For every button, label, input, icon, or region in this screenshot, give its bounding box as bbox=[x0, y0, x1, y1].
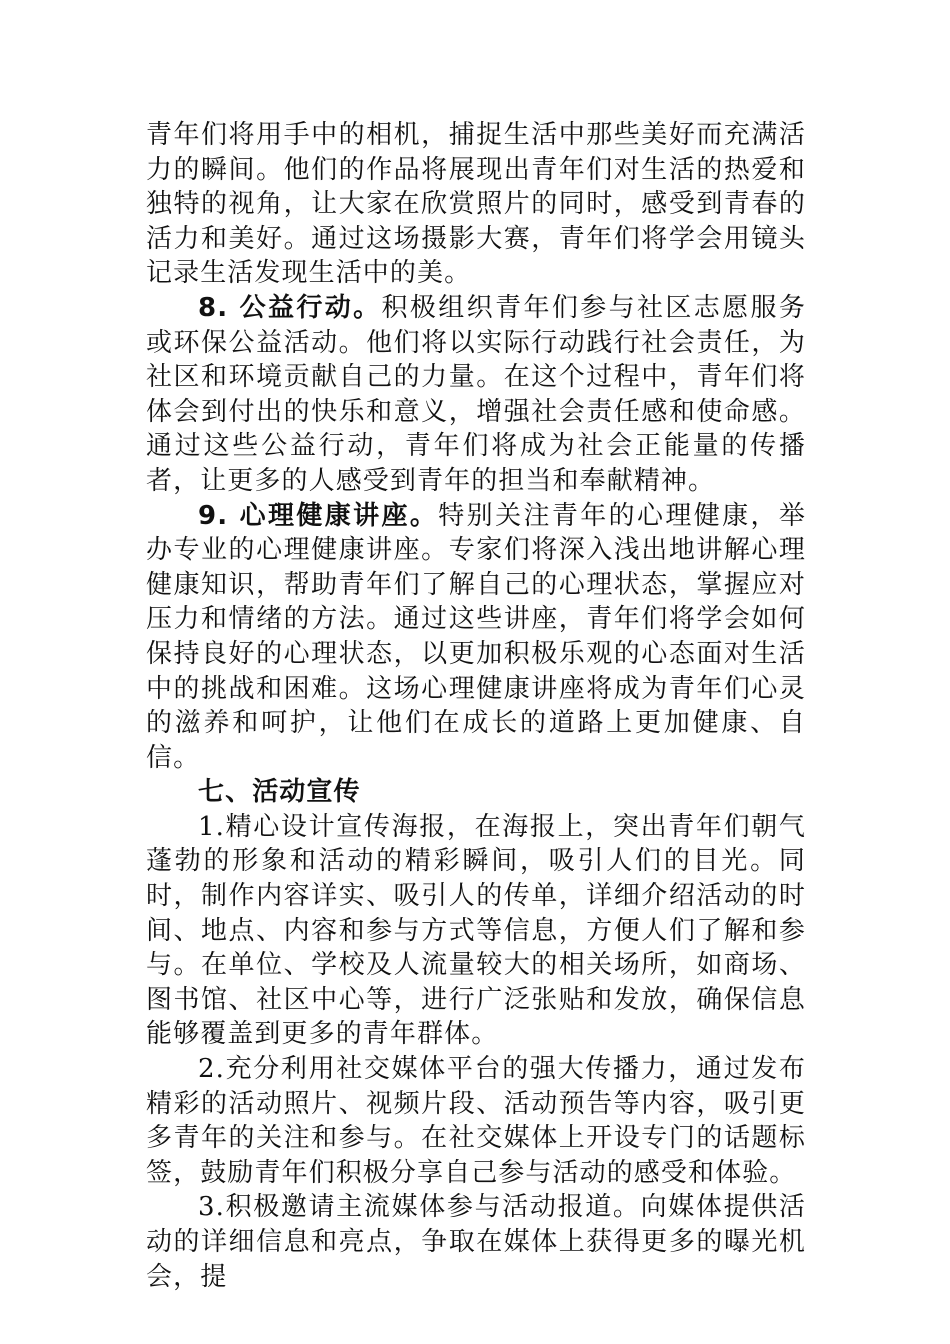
item-8-text: 积极组织青年们参与社区志愿服务或环保公益活动。他们将以实际行动践行社会责任，为社区和环境贡献自己的力量。在这个过程中，青年们将体会到付出的快乐和意义，增强社会责任感和使命感。通过这些公益行动，青年们将成为社会正能量的传播者，让更多的人感受到青年的担当和奉献精神。 bbox=[146, 292, 806, 496]
item-9-text: 特别关注青年的心理健康，举办专业的心理健康讲座。专家们将深入浅出地讲解心理健康知识，帮助青年们了解自己的心理状态，掌握应对压力和情绪的方法。通过这些讲座，青年们将学会如何保持良好的心理状态，以更加积极乐观的心态面对生活中的挑战和困难。这场心理健康讲座将成为青年们心灵的滋养和呵护，让他们在成长的道路上更加健康、自信。 bbox=[146, 500, 806, 773]
paragraph-promo-2: 2.充分利用社交媒体平台的强大传播力，通过发布精彩的活动照片、视频片段、活动预告等内容，吸引更多青年的关注和参与。在社交媒体上开设专门的话题标签，鼓励青年们积极分享自己参与活动的感受和体验。 bbox=[146, 1054, 806, 1188]
paragraph-item-8 bbox=[146, 291, 806, 499]
document-page bbox=[146, 118, 806, 1294]
section-7-heading: 七、活动宣传 bbox=[198, 777, 361, 808]
paragraph-photo-contest-continuation: 青年们将用手中的相机，捕捉生活中那些美好而充满活力的瞬间。他们的作品将展现出青年们对生活的热爱和独特的视角，让大家在欣赏照片的同时，感受到青春的活力和美好。通过这场摄影大赛，青年们将学会用镜头记录生活发现生活中的美。 bbox=[146, 120, 806, 289]
paragraph-promo-1: 1.精心设计宣传海报，在海报上，突出青年们朝气蓬勃的形象和活动的精彩瞬间，吸引人们的目光。同时，制作内容详实、吸引人的传单，详细介绍活动的时间、地点、内容和参与方式等信息，方便人们了解和参与。在单位、学校及人流量较大的相关场所，如商场、图书馆、社区中心等，进行广泛张贴和发放，确保信息能够覆盖到更多的青年群体。 bbox=[146, 811, 806, 1050]
item-9-label: 9. 心理健康讲座。 bbox=[198, 500, 439, 531]
paragraph-item-9 bbox=[146, 499, 806, 776]
paragraph-promo-3: 3.积极邀请主流媒体参与活动报道。向媒体提供活动的详细信息和亮点，争取在媒体上获得更多的曝光机会，提 bbox=[146, 1192, 806, 1292]
item-8-label: 8. 公益行动。 bbox=[198, 292, 382, 323]
